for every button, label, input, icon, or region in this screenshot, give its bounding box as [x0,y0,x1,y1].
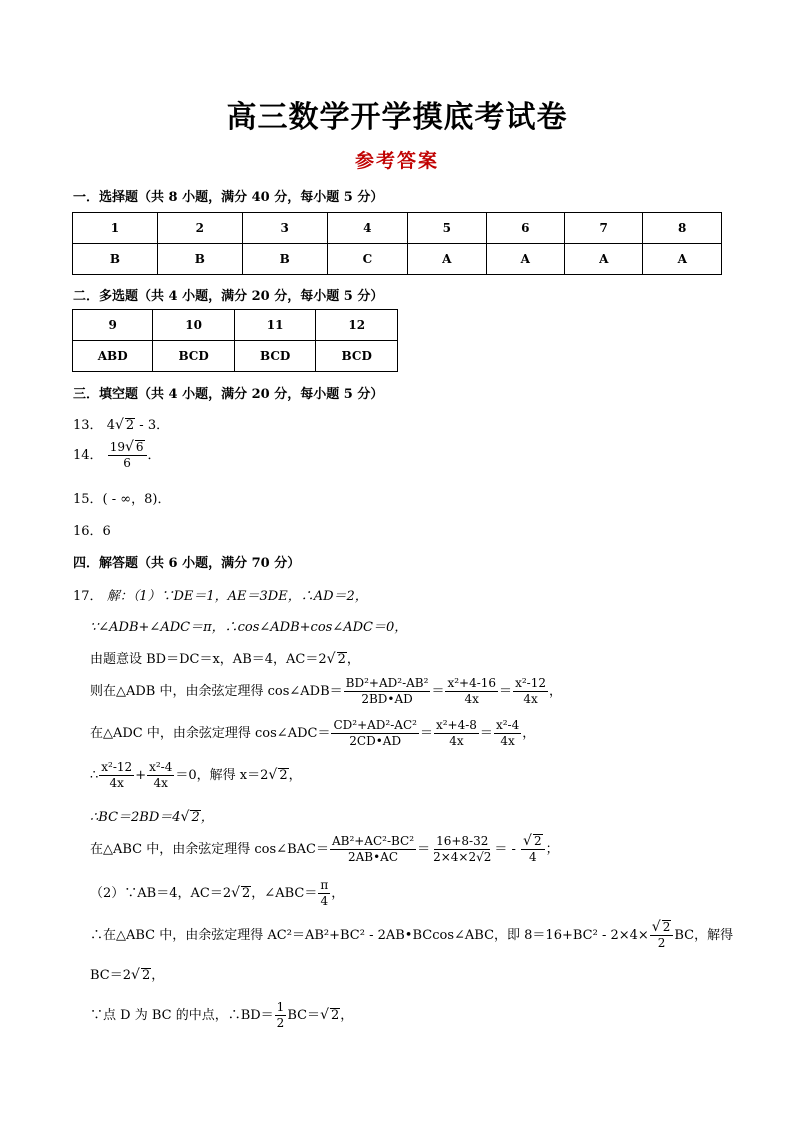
l5-text: 在△ADC 中，由余弦定理得 cos∠ADC＝ [90,726,331,741]
l7-text: ∴BC＝2BD＝4 [90,810,181,825]
q13-label: 13． [73,418,103,433]
table-row [73,341,398,372]
q14-num-radicand: 6 [135,440,144,454]
question-number: 9 [73,310,153,341]
frac-den: 4x [449,734,464,748]
q13-radicand: 2 [125,418,135,433]
answer-cell: BCD [153,341,235,372]
answer-cell: B [157,244,242,275]
solution-line-6: ∴ $\frac{\text{x²-12}}{4x}$ + $\frac{\text{x²-4}}{4x}$ ＝0，解得 x＝2√ 2， [90,760,302,790]
l6-fraction-1 [99,760,134,791]
question-number: 5 [408,213,486,244]
l10-text: ∴在△ABC 中，由余弦定理得 AC²＝AB²+BC² - 2AB•BCcos∠ABC，即 8＝16+BC² - 2×4× [90,928,649,943]
frac-num: BD²+AD²-AB² [345,676,429,690]
frac-num: π [320,878,329,892]
frac-den: 2BD•AD [361,692,413,706]
l8-text: 在△ABC 中，由余弦定理得 cos∠BAC＝ [90,842,329,857]
solution-line-7: ∴BC＝2BD＝4√ 2， [90,809,214,825]
frac-den: 4x [109,776,124,790]
l5-fraction-3 [494,718,521,749]
section2-heading: 二．多选题（共 4 小题，满分 20 分，每小题 5 分） [73,289,384,304]
q14-label: 14． [73,448,103,463]
l5-fraction-2 [434,718,479,749]
frac-den: 4x [464,692,479,706]
multi-answer-table [72,309,398,372]
table-row [73,310,398,341]
l8-result-fraction: $\frac{√ 2}{4}$ [521,834,545,865]
frac-num: x²-12 [101,760,133,774]
question-number: 11 [234,310,316,341]
frac-radicand: 2 [662,920,671,934]
l6-mid: ＝0，解得 x＝2 [175,768,269,783]
q17-intro-line [73,585,368,604]
section4-heading: 四．解答题（共 6 小题，满分 70 分） [73,556,301,571]
l8-fraction-1 [330,834,416,865]
frac-radicand: 2 [533,834,542,848]
l4-fraction-2 [445,676,498,707]
question-number: 12 [316,310,398,341]
question-number: 1 [73,213,158,244]
l9-radicand: 2 [242,886,251,901]
solution-line-8: 在△ABC 中，由余弦定理得 cos∠BAC＝ $\frac{\text{AB²+AC²-BC²}}{2AB•AC}$ ＝ $\frac{16+8-32}{2\times 4\times 2√2}$ ＝ - $\frac{√ 2}{4}$ ； [90,833,559,864]
l6-text: ∴ [90,768,99,783]
table-row [73,244,722,275]
l4-text: 则在△ADB 中，由余弦定理得 cos∠ADB＝ [90,684,343,699]
l12-mid: BC＝ [287,1008,321,1023]
frac-num: x²+4-8 [435,718,477,732]
answer-15: 15．( - ∞，8)． [73,492,171,507]
answer-cell: ABD [73,341,153,372]
solution-line-4: 则在△ADB 中，由余弦定理得 cos∠ADB＝ $\frac{\text{BD²+AD²-AB²}}{2BD•AD}$ ＝ $\frac{\text{x²+4-16}}{4x}$ ＝ $\frac{\text{x²-12}}{4x}$ ， [90,676,562,706]
answer-cell: A [486,244,564,275]
l4-fraction-1 [344,676,431,707]
frac-num: x²-4 [149,760,173,774]
l12-text: ∵点 D 为 BC 的中点，∴BD＝ [90,1008,274,1023]
frac-den: 4 [320,894,329,908]
l3-radicand: 2 [337,652,346,667]
l6-radicand: 2 [279,768,288,783]
q14-num-coef: 19 [109,440,125,454]
l8-end: ； [545,842,559,857]
l4-fraction-3 [513,676,548,707]
answer-cell: C [327,244,407,275]
frac-den: 4x [523,692,538,706]
q13-rest: - 3． [135,418,170,433]
l12-radicand: 2 [330,1008,340,1023]
page-title: 高三数学开学摸底考试卷 [226,100,568,135]
section3-heading: 三．填空题（共 4 小题，满分 20 分，每小题 5 分） [73,387,384,402]
frac-num: AB²+AC²-BC² [331,834,415,848]
question-number: 2 [157,213,242,244]
answer-13: 13． 4√ 2 - 3． [73,417,170,433]
section1-heading: 一．选择题（共 8 小题，满分 40 分，每小题 5 分） [73,190,384,205]
l8-fraction-2 [431,834,493,865]
answer-cell: B [73,244,158,275]
solution-line-12: ∵点 D 为 BC 的中点，∴BD＝ $\frac{1}{2}$ BC＝√ 2， [90,1000,354,1030]
answer-cell: A [408,244,486,275]
frac-den: 2 [657,936,666,950]
frac-den: 2CD•AD [349,734,402,748]
q14-end: ． [147,448,161,463]
frac-den: 2AB•AC [347,850,399,864]
l11-radicand: 2 [141,968,151,983]
answer-cell: A [564,244,642,275]
frac-den: 2 [276,1016,285,1030]
question-number: 7 [564,213,642,244]
q13-coef: 4 [106,418,115,433]
l10-fraction: $\frac{√ 2}{2}$ [650,920,674,951]
mc-answer-table [72,212,722,275]
question-number: 4 [327,213,407,244]
frac-den: 2×4×2√2 [433,850,492,864]
solution-line-3: 由题意设 BD＝DC＝x，AB＝4，AC＝2√ 2， [90,651,360,667]
frac-num: 16+8-32 [436,834,489,848]
frac-num: CD²+AD²-AC² [333,718,417,732]
table-row [73,213,722,244]
answer-14 [73,440,161,471]
question-number: 6 [486,213,564,244]
page-subtitle: 参考答案 [354,150,439,172]
question-number: 8 [643,213,722,244]
question-number: 3 [242,213,327,244]
solution-line-2: ∵∠ADB+∠ADC＝π，∴cos∠ADB+cos∠ADC＝0， [90,620,408,635]
solution-line-11: BC＝2√ 2， [90,967,165,983]
q14-fraction: $\frac{19√ 6}{6}$ [108,440,147,471]
l3-comma: ， [346,652,360,667]
answer-cell: B [242,244,327,275]
answer-cell: BCD [234,341,316,372]
l11-text: BC＝2 [90,968,132,983]
frac-den: 4x [153,776,168,790]
l9-text: （2）∵AB＝4，AC＝2 [90,886,232,901]
answer-cell: BCD [316,341,398,372]
frac-num: x²-12 [515,676,546,690]
solution-line-5: 在△ADC 中，由余弦定理得 cos∠ADC＝ $\frac{\text{CD²+AD²-AC²}}{2CD•AD}$ ＝ $\frac{\text{x²+4-8}}{4x}$ ＝ $\frac{\text{x²-4}}{4x}$ ， [90,718,536,748]
q14-den: 6 [123,456,131,470]
l9-pi-fraction [318,878,330,909]
q17-label: 17． [73,589,103,604]
l7-radicand: 2 [191,810,200,825]
question-number: 10 [153,310,235,341]
frac-den: 4x [500,734,515,748]
solution-line-9: （2）∵AB＝4，AC＝2√ 2，∠ABC＝ $\frac{\pi}{4}$ ， [90,878,345,908]
l9-mid: ，∠ABC＝ [251,886,318,901]
frac-num: x²-4 [495,718,520,732]
frac-den: 4 [529,850,537,864]
solution-line-10 [90,920,733,951]
l6-fraction-2 [147,760,174,791]
answer-cell: A [643,244,722,275]
l3-text: 由题意设 BD＝DC＝x，AB＝4，AC＝2 [90,652,327,667]
l10-end: BC，解得 [674,928,734,943]
l5-fraction-1 [331,718,418,749]
frac-num: x²+4-16 [447,676,497,690]
frac-num: 1 [276,1000,285,1014]
answer-16: 16．6 [73,524,111,539]
q17-intro: 解：（1）∵DE＝1，AE＝3DE，∴AD＝2， [106,589,368,604]
l12-half-fraction [275,1000,287,1031]
